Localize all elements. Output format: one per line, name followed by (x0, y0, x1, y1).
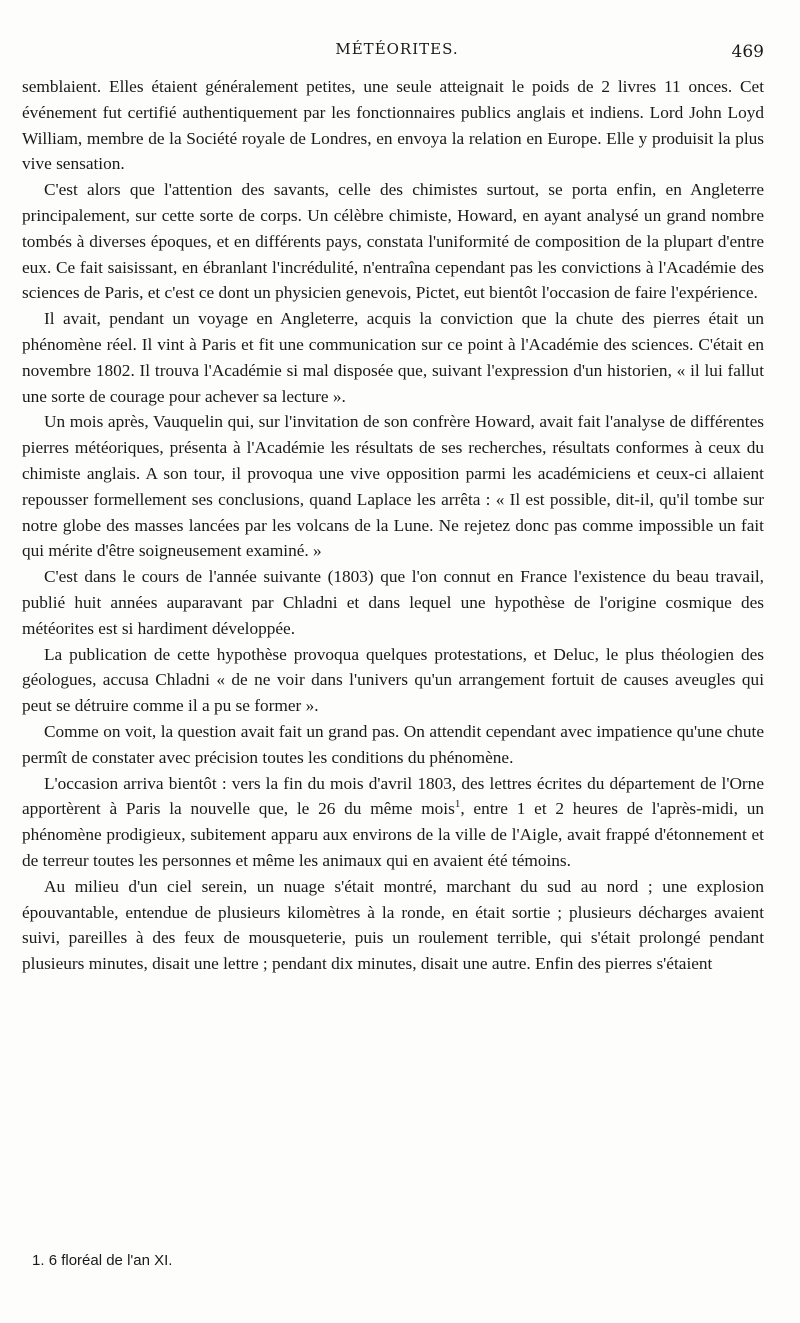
paragraph: semblaient. Elles étaient généralement petites, une seule atteignait le poids de 2 livres 11 onces. Cet événement fut certifié authentiquement par les fonctionnaires publics anglais et indiens. Lord John Loyd William, membre de la Société royale de Londres, en envoya la relation en Europe. Elle y produisit la plus vive sensation. (22, 77, 764, 174)
paragraph: C'est dans le cours de l'année suivante (1803) que l'on connut en France l'existence du beau travail, publié huit années auparavant par Chladni et dans lequel une hypothèse de l'origine cosmique des météorites est si hardiment développée. (22, 567, 764, 638)
paragraph-text: L'occasion arriva bientôt : vers la fin du mois d'avril 1803, des lettres écrites du département de l'Orne apportèrent à Paris la nouvelle que, le 26 du même mois (22, 773, 764, 819)
running-title: MÉTÉORITES. (335, 40, 459, 58)
paragraph: La publication de cette hypothèse provoqua quelques protestations, et Deluc, le plus théologien des géologues, accusa Chladni « de ne voir dans l'univers qu'un arrangement fortuit de causes aveugles qui peut se détruire comme il a pu se former ». (22, 644, 764, 716)
paragraph-with-footnote (22, 771, 764, 874)
document-page (22, 0, 772, 1323)
paragraph-text: , entre 1 et 2 heures de l'après-midi, un phénomène prodigieux, subitement apparu aux environs de la ville de l'Aigle, avait frappé d'étonnement et de terreur toutes les personnes et même les animaux qui en avaient été témoins. (22, 799, 764, 870)
page-header (22, 40, 772, 70)
footnote-marker: 1. (32, 1252, 45, 1269)
paragraph: Comme on voit, la question avait fait un grand pas. On attendit cependant avec impatience qu'une chute permît de constater avec précision toutes les conditions du phénomène. (22, 721, 764, 767)
paragraph: Au milieu d'un ciel serein, un nuage s'était montré, marchant du sud au nord ; une explosion épouvantable, entendue de plusieurs kilomètres à la ronde, en était sortie ; plusieurs décharges avaient suivi, pareilles à des feux de mousqueterie, puis un roulement terrible, qui s'était prolongé pendant plusieurs minutes, disait une lettre ; pendant dix minutes, disait une autre. Enfin des pierres s'étaient (22, 876, 764, 974)
footnote (32, 1252, 172, 1269)
paragraph: Un mois après, Vauquelin qui, sur l'invitation de son confrère Howard, avait fait l'analyse de différentes pierres météoriques, présenta à l'Académie les résultats de ses recherches, résultats conformes à ceux du chimiste anglais. A son tour, il provoqua une vive opposition parmi les académiciens et ceux-ci allaient repousser formellement ses conclusions, quand Laplace les arrêta : « Il est possible, dit-il, qu'il tombe sur notre globe des masses lancées par les volcans de la Lune. Ne rejetez donc pas comme impossible un fait qui mérite d'être soigneusement examiné. » (22, 412, 764, 561)
paragraph: Il avait, pendant un voyage en Angleterre, acquis la conviction que la chute des pierres était un phénomène réel. Il vint à Paris et fit une communication sur ce point à l'Académie des sciences. C'était en novembre 1802. Il trouva l'Académie si mal disposée que, suivant l'expression d'un historien, « il lui fallut une sorte de courage pour achever sa lecture ». (22, 309, 764, 406)
page-number: 469 (731, 42, 764, 62)
paragraph: C'est alors que l'attention des savants, celle des chimistes surtout, se porta enfin, en Angleterre principalement, sur cette sorte de corps. Un célèbre chimiste, Howard, en ayant analysé un grand nombre tombés à diverses époques, et en différents pays, constata l'uniformité de composition de la plupart d'entre eux. Ce fait saisissant, en ébranlant l'incrédulité, n'entraîna cependant pas les convictions à l'Académie des sciences de Paris, et c'est ce dont un physicien genevois, Pictet, eut bientôt l'occasion de faire l'expérience. (22, 180, 764, 303)
body-text (22, 74, 764, 977)
footnote-text: 6 floréal de l'an XI. (48, 1252, 173, 1269)
footnote-reference[interactable]: 1 (454, 798, 461, 811)
